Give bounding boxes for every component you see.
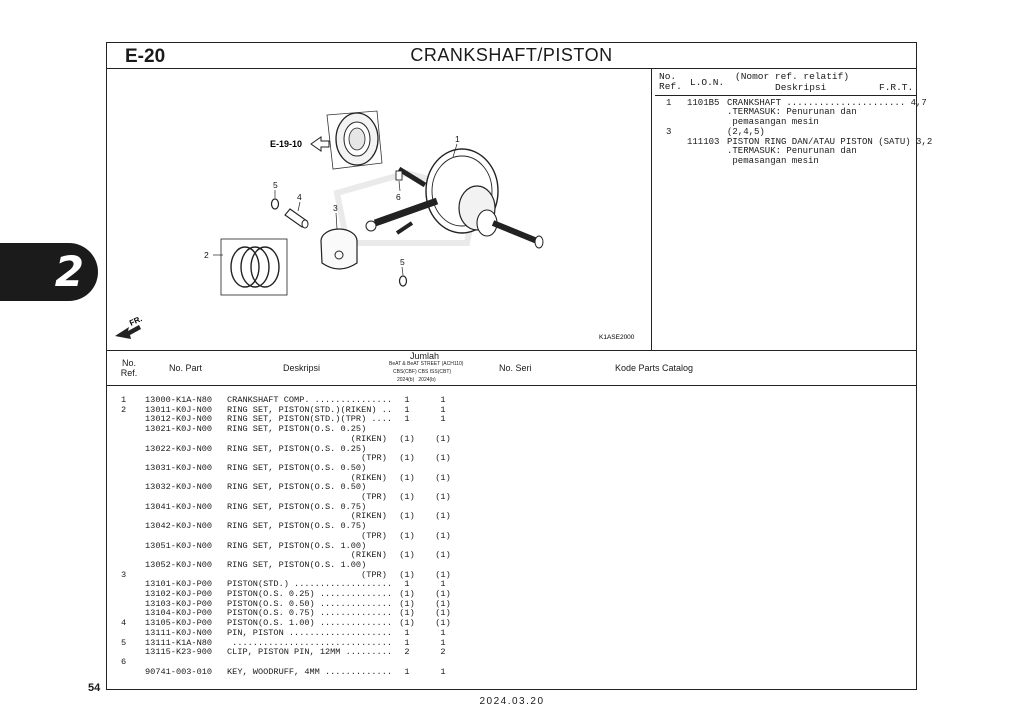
- lon-header-relative: (Nomor ref. relatif): [735, 71, 850, 82]
- callout-5-lower: 5: [400, 257, 405, 267]
- page-number: 54: [88, 682, 101, 694]
- piston-pin-illustration: [285, 209, 308, 228]
- lon-row-1-lon: 1101B5: [687, 98, 720, 108]
- col-header-deskripsi: Deskripsi: [283, 363, 321, 373]
- section-tab: [0, 243, 98, 301]
- col-part-values: 13000-K1A-N80 13011-K0J-N00 13012-K0J-N00 13021-K0J-N00 13022-K0J-N00 13031-K0J-N00 13032-K0J-N00 13041-K0J-N00 13042-K0J-N00 13051-K0J-N00 13052-K0J-N00 13101-K0J-P00 13102-K0J-P00 13103-K0J-P00 13104-K0J-P00 13105-K0J-P00 13111-K0J-N00 13111-K1A-N80 13115-K23-900 90741-003-010: [145, 395, 213, 677]
- lon-header-deskripsi: Deskripsi: [775, 82, 827, 93]
- ring-set-illustration: [221, 239, 287, 295]
- lon-row-1-ref: 1: [666, 98, 672, 108]
- col-header-jumlah: Jumlah: [410, 351, 440, 361]
- exploded-parts-diagram: [107, 43, 651, 350]
- crankshaft-illustration: [366, 149, 543, 248]
- col-qty-cbsiss-values: 1 1 1 (1) (1) (1) (1) (1) (1) (1) (1) 1 (1) (1) (1) (1) 1 1 2 1: [435, 395, 451, 677]
- clip-illustration-upper: [272, 199, 279, 209]
- col-header-jumlah-year: 2024(b) 2024(b): [397, 377, 436, 383]
- bearing-illustration: [327, 111, 382, 169]
- callout-3: 3: [333, 203, 338, 213]
- callout-5-upper: 5: [273, 180, 278, 190]
- lon-header-lon: L.O.N.: [690, 77, 725, 88]
- lon-row-2-desc: (2,4,5): [727, 127, 765, 137]
- piston-illustration: [321, 229, 357, 269]
- section-number: 2: [54, 247, 84, 296]
- col-desc-values: CRANKSHAFT COMP. ............... RING SET, PISTON(STD.)(RIKEN) .. RING SET, PISTON(STD.)(TPR) .... RING SET, PISTON(O.S. 0.25) (RIKEN) RING SET, PISTON(O.S. 0.25) (TPR) RING SET, PISTON(O.S. 0.50) (RIKEN) RING SET, PISTON(O.S. 0.50) (TPR) RING SET, PISTON(O.S. 0.75) (RIKEN) RING SET, PISTON(O.S. 0.75) (TPR) RING SET, PISTON(O.S. 1.00) (RIKEN) RING SET, PISTON(O.S. 1.00) (TPR) PISTON(STD.) ................... PISTON(O.S. 0.25) .............. PISTON(O.S. 0.50) .............. PISTON(O.S. 0.75) .............. PISTON(O.S. 1.00) .............. PIN, PISTON .................... ............................... CLIP, PISTON PIN, 12MM ......... KEY, WOODRUFF, 4MM .............: [227, 395, 393, 677]
- callout-2: 2: [204, 250, 209, 260]
- col-header-noref: No. Ref.: [120, 358, 138, 378]
- diagram-code: K1ASE2000: [599, 334, 635, 341]
- col-ref-values: 1 2 3 4 5 6: [121, 395, 127, 667]
- page-title: CRANKSHAFT/PISTON: [410, 45, 613, 65]
- lon-row-3-desc: PISTON RING DAN/ATAU PISTON (SATU) 3,2 .TERMASUK: Penurunan dan pemasangan mesin: [727, 137, 933, 166]
- col-header-jumlah-model: BeAT & BeAT STREET (ACH110): [389, 361, 464, 367]
- print-date: 2024.03.20: [479, 696, 545, 707]
- lon-row-3-lon: 111103: [687, 137, 720, 147]
- woodruff-key-illustration: [396, 171, 402, 180]
- lon-header-frt: F.R.T.: [879, 82, 914, 93]
- col-header-kode: Kode Parts Catalog: [615, 363, 694, 373]
- parts-page-frame: [106, 42, 933, 690]
- col-header-jumlah-variant: CBS(CBF) CBS ISS(CBT): [393, 369, 452, 375]
- callout-4: 4: [297, 192, 302, 202]
- lon-row-1-desc: CRANKSHAFT ...................... 4,7 .TERMASUK: Penurunan dan pemasangan mesin: [727, 98, 927, 127]
- ref-label: E-19-10: [270, 139, 303, 149]
- callout-6: 6: [396, 192, 401, 202]
- table-header-top-divider: [107, 350, 916, 351]
- clip-illustration-lower: [400, 276, 407, 286]
- callout-1: 1: [455, 134, 460, 144]
- lon-row-2-ref: 3: [666, 127, 672, 137]
- table-header-bottom-divider: [107, 385, 916, 386]
- col-qty-cbs-values: 1 1 1 (1) (1) (1) (1) (1) (1) (1) (1) 1 (1) (1) (1) (1) 1 1 2 1: [399, 395, 415, 677]
- lon-header-noref: No. Ref.: [659, 71, 682, 92]
- col-header-nopart: No. Part: [169, 363, 203, 373]
- front-label: FR.: [128, 314, 144, 328]
- col-header-noseri: No. Seri: [499, 363, 532, 373]
- lon-header-divider: [655, 95, 916, 96]
- illustration-divider: [651, 68, 652, 350]
- front-direction-arrow: [115, 325, 141, 339]
- section-code: E-20: [125, 46, 166, 67]
- reference-arrow: [311, 137, 329, 151]
